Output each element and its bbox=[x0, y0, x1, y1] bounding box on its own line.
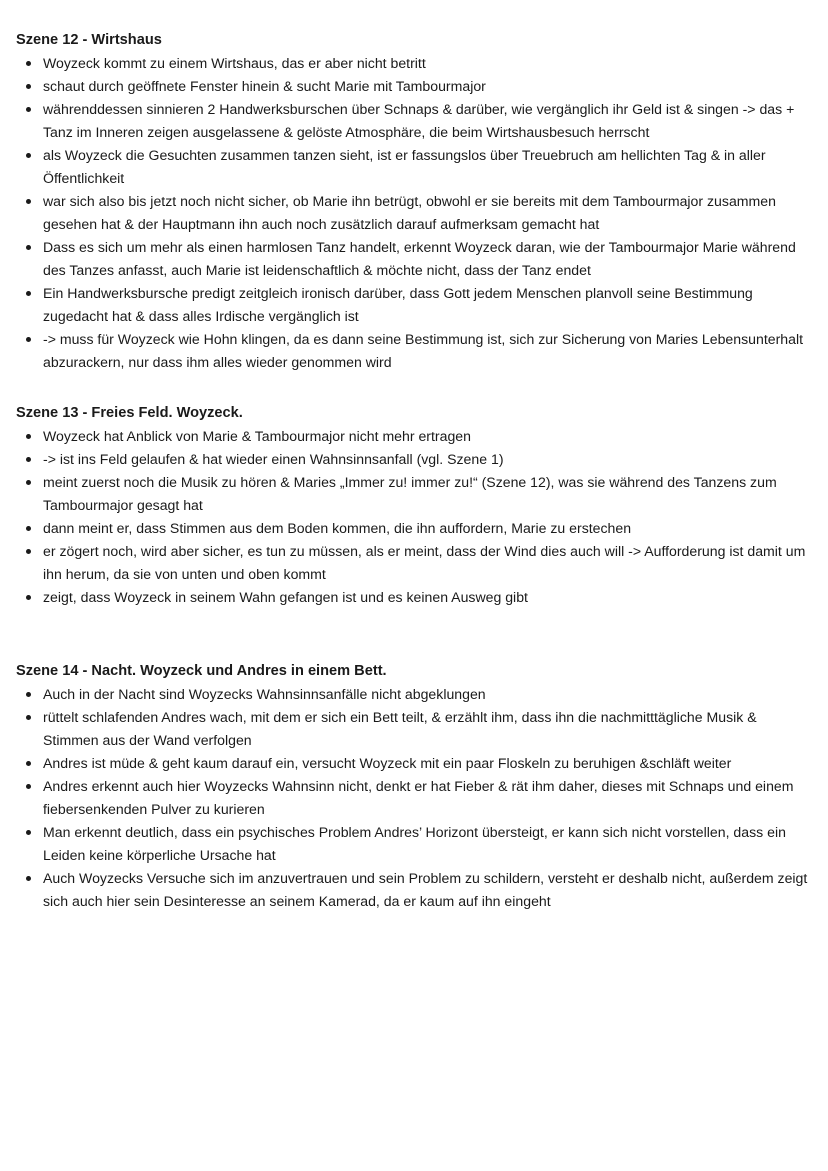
scene-14-section bbox=[16, 660, 814, 913]
scene-13-section bbox=[16, 402, 814, 609]
bullet-item: Andres erkennt auch hier Woyzecks Wahnsinn nicht, denkt er hat Fieber & rät ihm daher, dieses mit Schnaps und einem fiebersenkenden Pulver zu kurieren bbox=[16, 775, 814, 821]
bullet-item: Woyzeck kommt zu einem Wirtshaus, das er aber nicht betritt bbox=[16, 52, 814, 75]
scene-14-bullet-list bbox=[16, 683, 814, 913]
bullet-item: Auch Woyzecks Versuche sich im anzuvertrauen und sein Problem zu schildern, versteht er deshalb nicht, außerdem zeigt sich auch hier sein Desinteresse an seinem Kamerad, da er kaum auf ihn eingeht bbox=[16, 867, 814, 913]
bullet-item: Ein Handwerksbursche predigt zeitgleich ironisch darüber, dass Gott jedem Menschen planvoll seine Bestimmung zugedacht hat & dass alles Irdische vergänglich ist bbox=[16, 282, 814, 328]
bullet-item: als Woyzeck die Gesuchten zusammen tanzen sieht, ist er fassungslos über Treuebruch am hellichten Tag & in aller Öffentlichkeit bbox=[16, 144, 814, 190]
bullet-item: -> ist ins Feld gelaufen & hat wieder einen Wahnsinnsanfall (vgl. Szene 1) bbox=[16, 448, 814, 471]
scene-12-heading: Szene 12 - Wirtshaus bbox=[16, 32, 162, 48]
bullet-item: Woyzeck hat Anblick von Marie & Tambourmajor nicht mehr ertragen bbox=[16, 425, 814, 448]
bullet-item: Man erkennt deutlich, dass ein psychisches Problem Andres’ Horizont übersteigt, er kann sich nicht vorstellen, dass ein Leiden keine körperliche Ursache hat bbox=[16, 821, 814, 867]
scene-12-section bbox=[16, 29, 814, 374]
bullet-item: dann meint er, dass Stimmen aus dem Boden kommen, die ihn auffordern, Marie zu erstechen bbox=[16, 517, 814, 540]
scene-13-heading: Szene 13 - Freies Feld. Woyzeck. bbox=[16, 405, 243, 421]
scene-12-bullet-list bbox=[16, 52, 814, 374]
bullet-item: er zögert noch, wird aber sicher, es tun zu müssen, als er meint, dass der Wind dies auch will -> Aufforderung ist damit um ihn herum, da sie von unten und oben kommt bbox=[16, 540, 814, 586]
bullet-item: war sich also bis jetzt noch nicht sicher, ob Marie ihn betrügt, obwohl er sie bereits mit dem Tambourmajor zusammen gesehen hat & der Hauptmann ihn auch noch zusätzlich darauf aufmerksam gemacht hat bbox=[16, 190, 814, 236]
bullet-item: Andres ist müde & geht kaum darauf ein, versucht Woyzeck mit ein paar Floskeln zu beruhigen &schläft weiter bbox=[16, 752, 814, 775]
scene-13-bullet-list bbox=[16, 425, 814, 609]
bullet-item: Dass es sich um mehr als einen harmlosen Tanz handelt, erkennt Woyzeck daran, wie der Tambourmajor Marie während des Tanzes anfasst, auch Marie ist leidenschaftlich & möchte nicht, dass der Tanz endet bbox=[16, 236, 814, 282]
bullet-item: zeigt, dass Woyzeck in seinem Wahn gefangen ist und es keinen Ausweg gibt bbox=[16, 586, 814, 609]
bullet-item: -> muss für Woyzeck wie Hohn klingen, da es dann seine Bestimmung ist, sich zur Sicherung von Maries Lebensunterhalt abzurackern, nur dass ihm alles wieder genommen wird bbox=[16, 328, 814, 374]
bullet-item: währenddessen sinnieren 2 Handwerksburschen über Schnaps & darüber, wie vergänglich ihr Geld ist & singen -> das + Tanz im Inneren zeigen ausgelassene & gelöste Atmosphäre, die beim Wirtshausbesuch herrscht bbox=[16, 98, 814, 144]
bullet-item: Auch in der Nacht sind Woyzecks Wahnsinnsanfälle nicht abgeklungen bbox=[16, 683, 814, 706]
bullet-item: schaut durch geöffnete Fenster hinein & sucht Marie mit Tambourmajor bbox=[16, 75, 814, 98]
bullet-item: meint zuerst noch die Musik zu hören & Maries „Immer zu! immer zu!“ (Szene 12), was sie während des Tanzens zum Tambourmajor gesagt hat bbox=[16, 471, 814, 517]
scene-14-heading: Szene 14 - Nacht. Woyzeck und Andres in einem Bett. bbox=[16, 663, 387, 679]
bullet-item: rüttelt schlafenden Andres wach, mit dem er sich ein Bett teilt, & erzählt ihm, dass ihn die nachmitttägliche Musik & Stimmen aus der Wand verfolgen bbox=[16, 706, 814, 752]
